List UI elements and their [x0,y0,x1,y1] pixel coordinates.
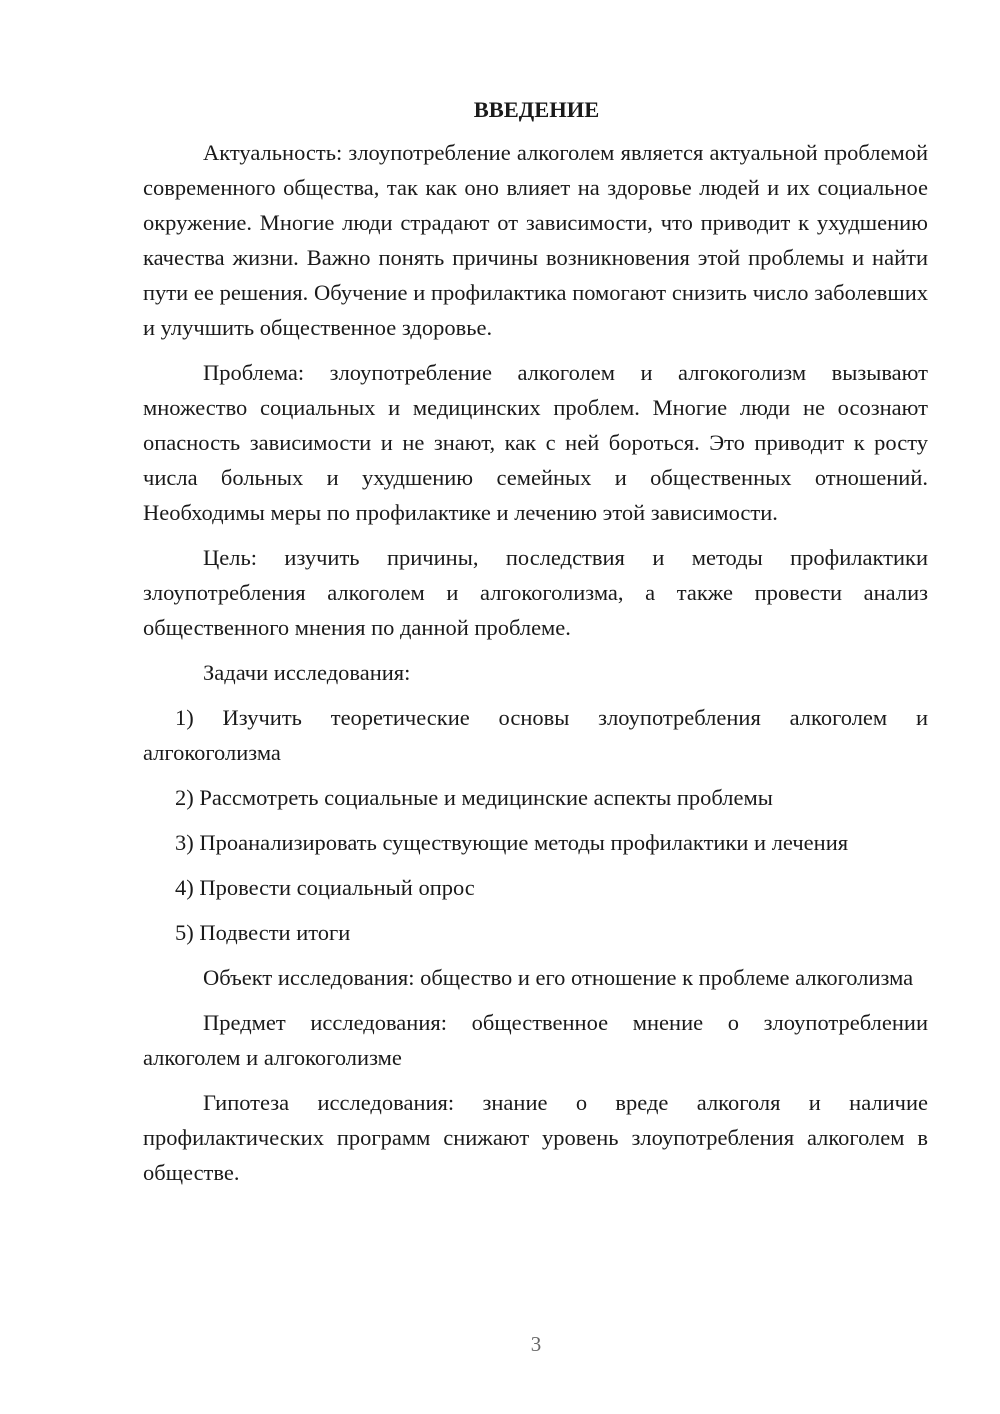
list-item: 2) Рассмотреть социальные и медицинские аспекты проблемы [175,785,773,810]
tasks-heading: Задачи исследования: [203,660,411,685]
paragraph-hypothesis: Гипотеза исследования: знание о вреде алкоголя и наличие профилактических программ снижают уровень злоупотребления алкоголем в обществе. [143,1090,928,1185]
paragraph-goal: Цель: изучить причины, последствия и методы профилактики злоупотребления алкоголем и алгокоголизма, а также провести анализ общественного мнения по данной проблеме. [143,545,928,640]
paragraph-object: Объект исследования: общество и его отношение к проблеме алкоголизма [203,965,914,990]
list-item: 4) Провести социальный опрос [175,875,475,900]
paragraph-relevance: Актуальность: злоупотребление алкоголем является актуальной проблемой современного общества, так как оно влияет на здоровье людей и их социальное окружение. Многие люди страдают от зависимости, что приводит к ухудшению качества жизни. Важно понять причины возникновения этой проблемы и найти пути ее решения. Обучение и профилактика помогают снизить число заболевших и улучшить общественное здоровье. [143,140,928,340]
paragraph-problem: Проблема: злоупотребление алкоголем и алгокоголизм вызывают множество социальных и медицинских проблем. Многие люди не осознают опасность зависимости и не знают, как с ней бороться. Это приводит к росту числа больных и ухудшению семейных и общественных отношений. Необходимы меры по профилактике и лечению этой зависимости. [143,360,928,525]
list-item: 1) Изучить теоретические основы злоупотребления алкоголем и алгокоголизма [143,705,928,765]
page-number: 3 [530,1332,542,1356]
document-page [143,92,928,1200]
list-item: 5) Подвести итоги [175,920,351,945]
section-title: ВВЕДЕНИЕ [473,97,600,122]
paragraph-subject: Предмет исследования: общественное мнение о злоупотреблении алкоголем и алгокоголизме [143,1010,928,1070]
tasks-list [143,700,928,950]
list-item: 3) Проанализировать существующие методы профилактики и лечения [175,830,849,855]
